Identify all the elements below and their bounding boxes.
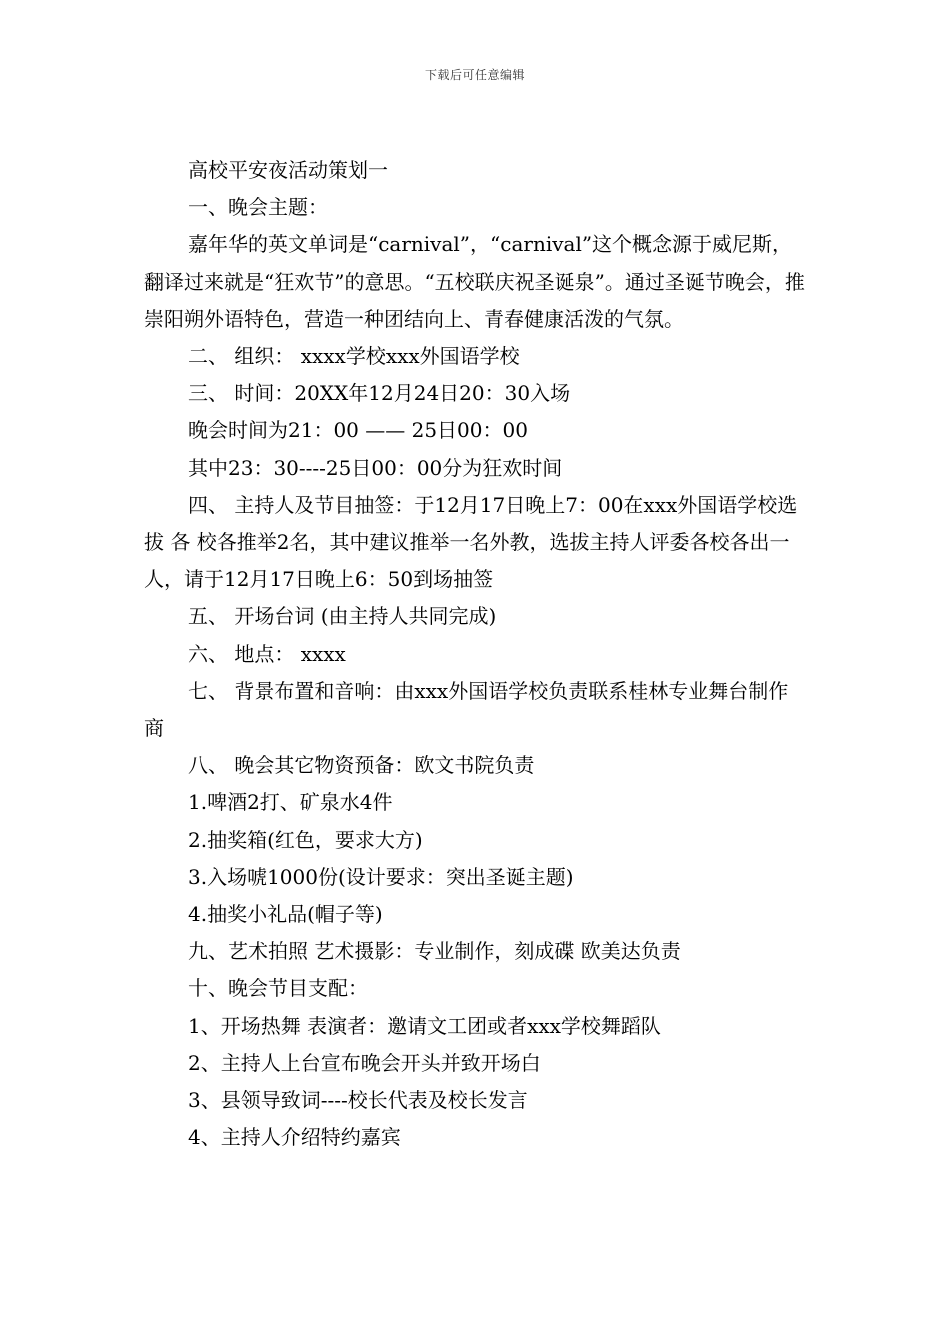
list-item-program-3: 3、县领导致词----校长代表及校长发言 <box>188 1088 528 1113</box>
list-item-supplies-1: 1.啤酒2打、矿泉水4件 <box>188 790 393 815</box>
list-item-program-2: 2、主持人上台宣布晚会开头并致开场白 <box>188 1050 541 1075</box>
paragraph-opening-lines: 五、 开场台词 (由主持人共同完成) <box>188 604 497 629</box>
page-header-note: 下载后可任意编辑 <box>424 68 525 82</box>
list-item-program-1: 1、开场热舞 表演者：邀请文工团或者xxx学校舞蹈队 <box>188 1013 661 1038</box>
paragraph-program-heading: 十、晚会节目支配： <box>188 976 368 1001</box>
document-body <box>144 152 808 1156</box>
paragraph-stage-setup: 七、 背景布置和音响：由xxx外国语学校负责联系桂林专业舞台制作商 <box>144 678 789 741</box>
paragraph-photography: 九、艺术拍照 艺术摄影：专业制作，刻成碟 欧美达负责 <box>188 939 681 964</box>
paragraph-host-selection: 四、 主持人及节目抽签：于12月17日晚上7：00在xxx外国语学校选拔 各 校各推举2名，其中建议推举一名外教，选拔主持人评委各校各出一人，请于12月17日晚上6：50到场抽签 <box>144 492 798 592</box>
list-item-supplies-3: 3.入场唬1000份(设计要求：突出圣诞主题) <box>188 864 574 889</box>
list-item-program-4: 4、主持人介绍特约嘉宾 <box>188 1125 401 1150</box>
list-item-supplies-4: 4.抽奖小礼品(帽子等) <box>188 902 383 927</box>
list-item-supplies-2: 2.抽奖箱(红色，要求大方) <box>188 827 423 852</box>
paragraph-organizer: 二、 组织： xxxx学校xxx外国语学校 <box>188 344 520 369</box>
paragraph-time: 三、 时间：20XX年12月24日20：30入场 <box>188 381 571 406</box>
paragraph-venue: 六、 地点： xxxx <box>188 641 346 666</box>
paragraph-carnival-time: 其中23：30----25日00：00分为狂欢时间 <box>188 455 563 480</box>
paragraph-party-time: 晚会时间为21：00 —— 25日00：00 <box>188 418 528 443</box>
paragraph-theme-description: 嘉年华的英文单词是“carnival”，“carnival”这个概念源于威尼斯，翻译过来就是“狂欢节”的意思。“五校联庆祝圣诞泉”。通过圣诞节晚会，推崇阳朔外语特色，营造一种团结向上、青春健康活泼的气氛。 <box>144 232 805 331</box>
paragraph-section-1-heading: 一、晚会主题： <box>188 195 328 220</box>
document-title: 高校平安夜活动策划一 <box>188 158 388 182</box>
paragraph-supplies-heading: 八、 晚会其它物资预备：欧文书院负责 <box>188 753 535 778</box>
